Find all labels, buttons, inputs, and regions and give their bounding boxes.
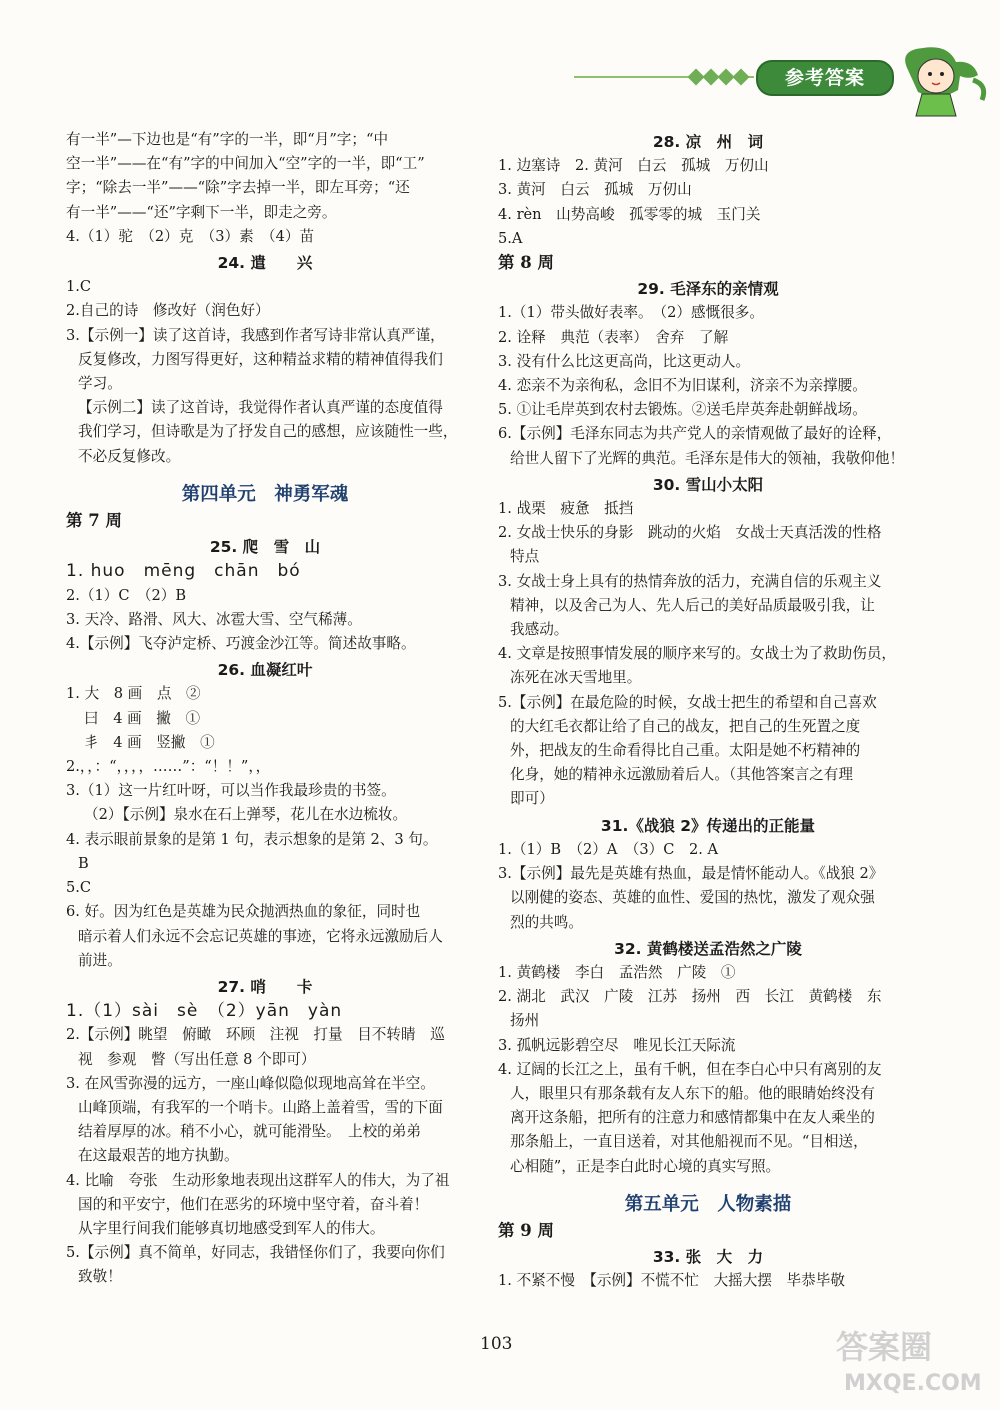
answer-line: 1. 大 8 画 点 ② <box>66 685 201 703</box>
answer-line: 从字里行间我们能够真切地感受到军人的伟大。 <box>78 1219 385 1237</box>
answer-line: 3. 孤帆远影碧空尽 唯见长江天际流 <box>498 1036 736 1054</box>
answer-line: 4.【示例】飞夺泸定桥、巧渡金沙江等。简述故事略。 <box>66 635 416 653</box>
answer-line: 学习。 <box>78 375 122 393</box>
week-heading: 第 8 周 <box>498 253 554 273</box>
answer-line: 2.自己的诗 修改好（润色好） <box>66 302 270 320</box>
answer-line: 5.【示例】真不简单，好同志，我错怪你们了，我要向你们 <box>66 1244 445 1262</box>
answer-line: 5.A <box>498 229 523 247</box>
answer-line: 国的和平安宁，他们在恶劣的环境中坚守着，奋斗着！ <box>78 1195 429 1213</box>
svg-text:答案圈: 答案圈 <box>836 1328 933 1366</box>
lesson-title: 30. 雪山小太阳 <box>652 475 764 494</box>
answer-line: 3.【示例】最先是英雄有热血，最是情怀能动人。《战狼 2》 <box>498 865 884 883</box>
left-column <box>66 128 464 1290</box>
answer-line: 1.（1）sài sè （2）yān yàn <box>66 1001 343 1022</box>
answer-line: 6. 好。因为红色是英雄为民众抛洒热血的象征，同时也 <box>66 903 421 921</box>
answer-line: 不必反复修改。 <box>78 447 181 465</box>
answer-line: 人，眼里只有那条载有友人东下的船。他的眼睛始终没有 <box>510 1084 875 1102</box>
diamond-icon <box>733 69 750 86</box>
answer-line: 2.【示例】眺望 俯瞰 环顾 注视 打量 目不转睛 巡 <box>66 1026 445 1044</box>
svg-text:MXQE.COM: MXQE.COM <box>844 1371 982 1396</box>
answer-line: 前进。 <box>78 951 122 969</box>
answer-line: 4. 恋亲不为亲徇私，念旧不为旧谋利，济亲不为亲撑腰。 <box>498 377 867 395</box>
answer-line: 空一半”——在“有”字的中间加入“空”字的一半，即“工” <box>66 155 425 173</box>
answer-line: 1.C <box>66 278 92 296</box>
answer-line: 反复修改，力图写得更好，这种精益求精的精神值得我们 <box>78 350 443 368</box>
answer-line: 4.（1）驼 （2）克 （3）素 （4）苗 <box>66 227 315 245</box>
lesson-title: 32. 黄鹤楼送孟浩然之广陵 <box>614 939 802 958</box>
answer-line: 4. 比喻 夸张 生动形象地表现出这群军人的伟大，为了祖 <box>66 1171 450 1189</box>
answer-line: 1. 战栗 疲惫 抵挡 <box>498 500 634 518</box>
answer-line: 2. 湖北 武汉 广陵 江苏 扬州 西 长江 黄鹤楼 东 <box>498 988 882 1006</box>
answer-line: 化身，她的精神永远激励着后人。（其他答案言之有理 <box>510 766 853 784</box>
answer-line: 4. rèn 山势高峻 孤零零的城 玉门关 <box>498 205 761 223</box>
lesson-title: 31.《战狼 2》传递出的正能量 <box>600 816 816 835</box>
answer-line: 有一半”——“还”字剩下一半，即走之旁。 <box>66 203 337 221</box>
answer-key-badge: 参考答案 <box>756 60 894 96</box>
answer-line: 3.【示例一】读了这首诗，我感到作者写诗非常认真严谨， <box>66 326 445 344</box>
answer-line: 1.（1）带头做好表率。 （2）感慨很多。 <box>498 304 764 322</box>
header-diamonds <box>690 68 747 86</box>
answer-line: 曰 4 画 撇 ① <box>84 709 201 727</box>
answer-line: 我感动。 <box>510 621 569 639</box>
answer-line: 给世人留下了光辉的典范。毛泽东是伟大的领袖，我敬仰他！ <box>510 449 905 467</box>
answer-line: 有一半”—下边也是“有”字的一半，即“月”字；“中 <box>66 131 389 148</box>
answer-line: 3. 女战士身上具有的热情奔放的活力，充满自信的乐观主义 <box>498 572 882 590</box>
answer-line: 离开这条船，把所有的注意力和感情都集中在友人乘坐的 <box>510 1109 875 1127</box>
answer-line: 2. 女战士快乐的身影 跳动的火焰 女战士天真活泼的性格 <box>498 524 882 542</box>
week-heading: 第 9 周 <box>498 1220 554 1240</box>
answer-line: 5. ①让毛岸英到农村去锻炼。②送毛岸英奔赴朝鲜战场。 <box>498 401 867 419</box>
answer-line: 【示例二】读了这首诗，我觉得作者认真严谨的态度值得 <box>78 399 443 417</box>
lesson-title: 27. 哨 卡 <box>217 977 313 996</box>
lesson-title: 29. 毛泽东的亲情观 <box>637 280 779 299</box>
answer-line: 以刚健的姿态、英雄的血性、爱国的热忱，激发了观众强 <box>510 889 875 907</box>
answer-line: 暗示着人们永远不会忘记英雄的事迹，它将永远激励后人 <box>78 927 443 945</box>
answer-line: 即可） <box>510 790 554 808</box>
answer-line: 6.【示例】毛泽东同志为共产党人的亲情观做了最好的诠释， <box>498 425 892 443</box>
answer-line: 5.C <box>66 879 92 897</box>
answer-line: 特点 <box>510 548 540 566</box>
answer-line: 扬州 <box>510 1012 540 1030</box>
lesson-title: 33. 张 大 力 <box>652 1248 764 1267</box>
answer-line: 1. 不紧不慢 【示例】不慌不忙 大摇大摆 毕恭毕敬 <box>498 1272 845 1290</box>
answer-line: 1. huo mēng chān bó <box>66 561 301 582</box>
answer-line: 3. 黄河 白云 孤城 万仞山 <box>498 181 692 199</box>
answer-line: 1. 边塞诗 2. 黄河 白云 孤城 万仞山 <box>498 157 769 175</box>
answer-line: 烈的共鸣。 <box>510 913 583 931</box>
answer-line: 3. 天冷、路滑、风大、冰雹大雪、空气稀薄。 <box>66 610 362 628</box>
answer-line: 精神，以及舍己为人、先人后己的美好品质最吸引我，让 <box>510 596 875 614</box>
answer-line: 心相随”，正是李白此时心境的真实写照。 <box>510 1157 781 1175</box>
answer-line: 2.（1）C （2）B <box>66 586 187 604</box>
lesson-title: 28. 凉 州 词 <box>652 133 764 151</box>
answer-line: 4. 表示眼前景象的是第 1 句，表示想象的是第 2、3 句。 <box>66 830 438 848</box>
answer-line: 4. 文章是按照事情发展的顺序来写的。女战士为了救助伤员， <box>498 645 897 663</box>
right-column <box>498 128 918 1294</box>
answer-line: 1. 黄鹤楼 李白 孟浩然 广陵 ① <box>498 963 736 981</box>
answer-line: 3.（1）这一片红叶呀，可以当作我最珍贵的书签。 <box>66 782 396 800</box>
week-heading: 第 7 周 <box>66 511 122 531</box>
answer-line: 视 参观 瞥（写出任意 8 个即可） <box>78 1050 316 1068</box>
answer-line: 1.（1）B （2）A （3）C 2. A <box>498 840 719 858</box>
answer-line: B <box>78 854 89 872</box>
lesson-title: 24. 遣 兴 <box>217 254 313 273</box>
unit-heading: 第四单元 神勇军魂 <box>181 483 349 505</box>
answer-line: （2）【示例】泉水在石上弹琴，花儿在水边梳妆。 <box>84 806 408 824</box>
answer-line: 3. 在风雪弥漫的远方，一座山峰似隐似现地高耸在半空。 <box>66 1074 435 1092</box>
answer-line: 的大红毛衣都让给了自己的战友，把自己的生死置之度 <box>510 717 861 735</box>
answer-line: 2. 诠释 典范（表率） 舍弃 了解 <box>498 328 729 346</box>
answer-line: 3. 没有什么比这更高尚，比这更动人。 <box>498 352 751 370</box>
answer-line: 结着厚厚的冰。稍不小心，就可能滑坠。 上校的弟弟 <box>78 1123 421 1141</box>
answer-line: 在这最艰苦的地方执勤。 <box>78 1147 239 1165</box>
page-header <box>560 40 1000 110</box>
lesson-title: 26. 血凝红叶 <box>217 661 313 680</box>
answer-line: 致敬！ <box>78 1268 122 1286</box>
answer-line: 2.，，：“，，，，……”：“！！”，， <box>66 758 271 776</box>
answer-line: 4. 辽阔的长江之上，虽有千帆，但在李白心中只有离别的友 <box>498 1060 882 1078</box>
answer-line: 我们学习，但诗歌是为了抒发自己的感想，应该随性一些， <box>78 423 458 441</box>
answer-line: 冻死在冰天雪地里。 <box>510 669 642 687</box>
answer-line: 丯 4 画 竖撇 ① <box>84 733 215 751</box>
answer-line: 外，把战友的生命看得比自己重。太阳是她不朽精神的 <box>510 742 861 760</box>
unit-heading: 第五单元 人物素描 <box>624 1193 792 1215</box>
answer-line: 5.【示例】在最危险的时候，女战士把生的希望和自己喜欢 <box>498 693 877 711</box>
answer-line: 字；“除去一半”——“除”字去掉一半，即左耳旁；“还 <box>66 179 410 197</box>
lesson-title: 25. 爬 雪 山 <box>209 538 321 557</box>
watermark-logo-icon <box>828 1320 988 1400</box>
answer-line: 那条船上，一直目送着，对其他船视而不见。“目相送， <box>510 1133 868 1151</box>
cartoon-girl-icon <box>878 40 998 120</box>
page-number: 103 <box>480 1334 513 1354</box>
answer-line: 山峰顶端，有我军的一个哨卡。山路上盖着雪，雪的下面 <box>78 1098 443 1116</box>
